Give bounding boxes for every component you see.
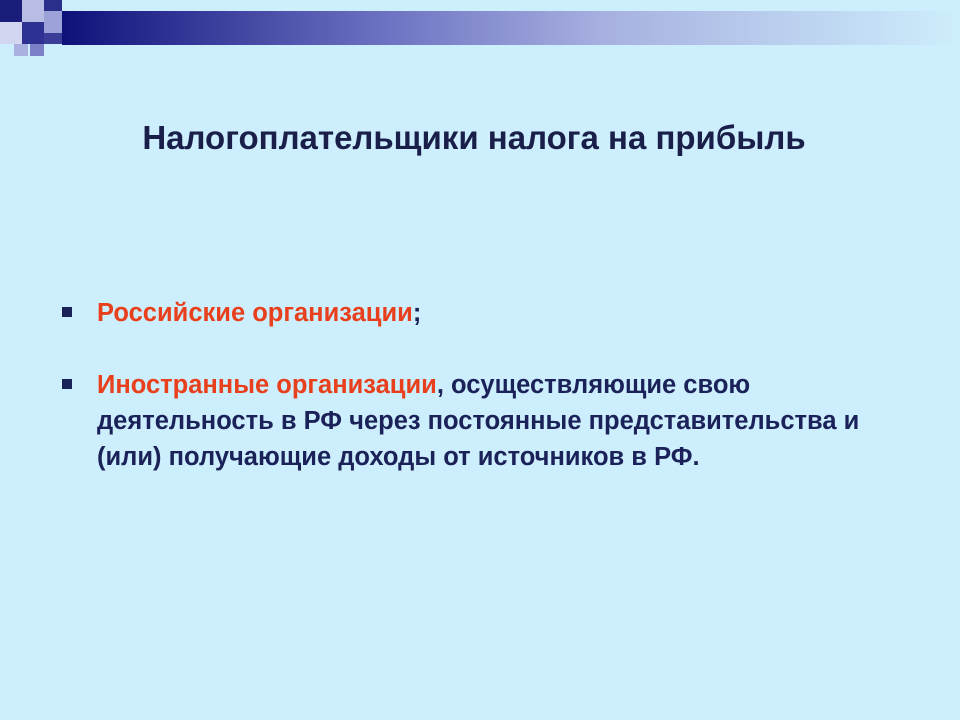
decor-square-light: [22, 0, 44, 22]
decor-square-dark: [22, 22, 44, 44]
bullet-highlight: Иностранные организации: [97, 371, 437, 399]
decor-square-dark: [44, 0, 62, 11]
bullet-text: , осуществляющие свою деятельность в РФ через постоянные представительства и (или) получающие доходы от источников в РФ.: [97, 371, 860, 471]
decor-square-dark: [0, 0, 22, 22]
square-bullet-icon: [62, 379, 72, 389]
bullet-text: ;: [412, 299, 422, 327]
bullet-item: [62, 295, 892, 331]
decor-square-light: [0, 22, 22, 44]
bullet-item: [62, 367, 892, 475]
slide-title: Налогоплательщики налога на прибыль: [142, 119, 806, 156]
decor-square-dark: [44, 33, 62, 44]
square-bullet-icon: [62, 307, 72, 317]
decor-square-light: [14, 44, 28, 56]
bullet-list: [62, 295, 892, 475]
decor-square-light: [44, 11, 62, 33]
header-gradient-bar: [62, 11, 960, 45]
decor-square-dark: [30, 44, 44, 56]
bullet-highlight: Российские организации: [97, 299, 413, 327]
